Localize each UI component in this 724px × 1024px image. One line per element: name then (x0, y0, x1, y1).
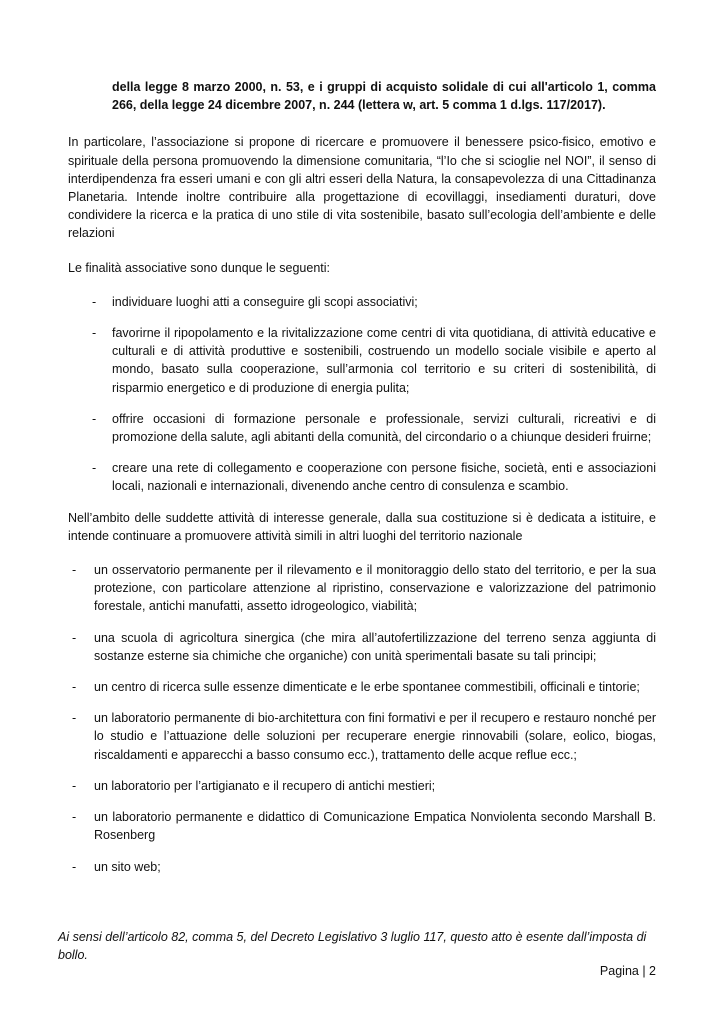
list-item: - un laboratorio permanente e didattico di Comunicazione Empatica Nonviolenta secondo Marshall B. Rosenberg (72, 810, 656, 843)
list-item: - favorirne il ripopolamento e la rivitalizzazione come centri di vita quotidiana, di attività educative e culturali e di attività produttive e sostenibili, costruendo un modello sociale visibile e aperto al mondo, basato sulla cooperazione, sull’armonia col territorio e su criteri di sostenibilità, di risparmio energetico e di produzione di energia pulita; (92, 326, 656, 395)
dash-bullet: - (92, 294, 97, 309)
dash-bullet: - (72, 810, 77, 825)
aims-list (68, 293, 656, 496)
list-item: - un centro di ricerca sulle essenze dimenticate e le erbe spontanee commestibili, officinali e tintorie; (68, 678, 656, 696)
dash-bullet: - (72, 711, 77, 726)
dash-bullet: - (72, 563, 77, 578)
paragraph-aims-intro: Le finalità associative sono dunque le seguenti: (68, 260, 330, 275)
dash-bullet: - (92, 326, 97, 341)
dash-bullet: - (72, 859, 77, 874)
list-item: - un laboratorio per l’artigianato e il recupero di antichi mestieri; (68, 777, 656, 795)
list-item: - un sito web; (68, 858, 656, 876)
paragraph-activities-intro: Nell’ambito delle suddette attività di interesse generale, dalla sua costituzione si è dedicata a istituire, e intende continuare a promuovere attività simili in altri luoghi del territorio nazionale (68, 510, 656, 543)
list-item: - creare una rete di collegamento e cooperazione con persone fisiche, società, enti e associazioni locali, nazionali e internazionali, divenendo anche centro di consulenza e scambio. (92, 461, 656, 494)
list-item: - individuare luoghi atti a conseguire gli scopi associativi; (68, 293, 656, 311)
intro-bold-text: della legge 8 marzo 2000, n. 53, e i gruppi di acquisto solidale di cui all'articolo 1, comma 266, della legge 24 dicembre 2007, n. 244 (lettera w, art. 5 comma 1 d.lgs. 117/2017). (112, 80, 656, 113)
dash-bullet: - (92, 461, 97, 476)
list-item: - un laboratorio permanente di bio-architettura con fini formativi e per il recupero e restauro nonché per lo studio e l’attuazione delle soluzioni per recuperare energie rinnovabili (solare, eolico, biogas, riscaldamenti e apparecchi a basso consumo ecc.), trattamento delle acque reflue ecc.; (72, 711, 656, 762)
activities-list (68, 561, 656, 876)
dash-bullet: - (72, 778, 77, 793)
dash-bullet: - (72, 680, 77, 695)
document-body (68, 78, 656, 889)
dash-bullet: - (92, 411, 97, 426)
paragraph-wellbeing: In particolare, l’associazione si propone di ricercare e promuovere il benessere psico-fisico, emotivo e spirituale della persona promuovendo la dimensione comunitaria, “l’Io che si scioglie nel NOI”, il senso di interdipendenza fra esseri umani e con gli altri esseri della Natura, la consapevolezza di una Cittadinanza Planetaria. Intende inoltre contribuire alla progettazione di ecovillaggi, insediamenti duraturi, dove condividere la ricerca e la pratica di uno stile di vita sostenibile, basato sull’ecologia dell’ambiente e delle relazioni (68, 135, 656, 241)
tax-exemption-note: Ai sensi dell’articolo 82, comma 5, del Decreto Legislativo 3 luglio 117, questo atto è esente dall’imposta di bollo. (58, 930, 647, 962)
list-item: - offrire occasioni di formazione personale e professionale, servizi culturali, ricreativi e di promozione della salute, agli abitanti della comunità, del circondario o a chiunque desideri fruirne; (92, 411, 656, 445)
list-item: - una scuola di agricoltura sinergica (che mira all’autofertilizzazione del terreno senza aggiunta di sostanze esterne sia chimiche che organiche) con unità sperimentali basate su tali principi; (72, 630, 656, 663)
page-number: Pagina | 2 (599, 964, 656, 978)
dash-bullet: - (72, 630, 77, 645)
list-item: - un osservatorio permanente per il rilevamento e il monitoraggio dello stato del territorio, e per la sua protezione, con particolare attenzione al ripristino, conservazione e valorizzazione del patrimonio forestale, antichi manufatti, assetto idrogeologico, viabilità; (72, 563, 656, 614)
